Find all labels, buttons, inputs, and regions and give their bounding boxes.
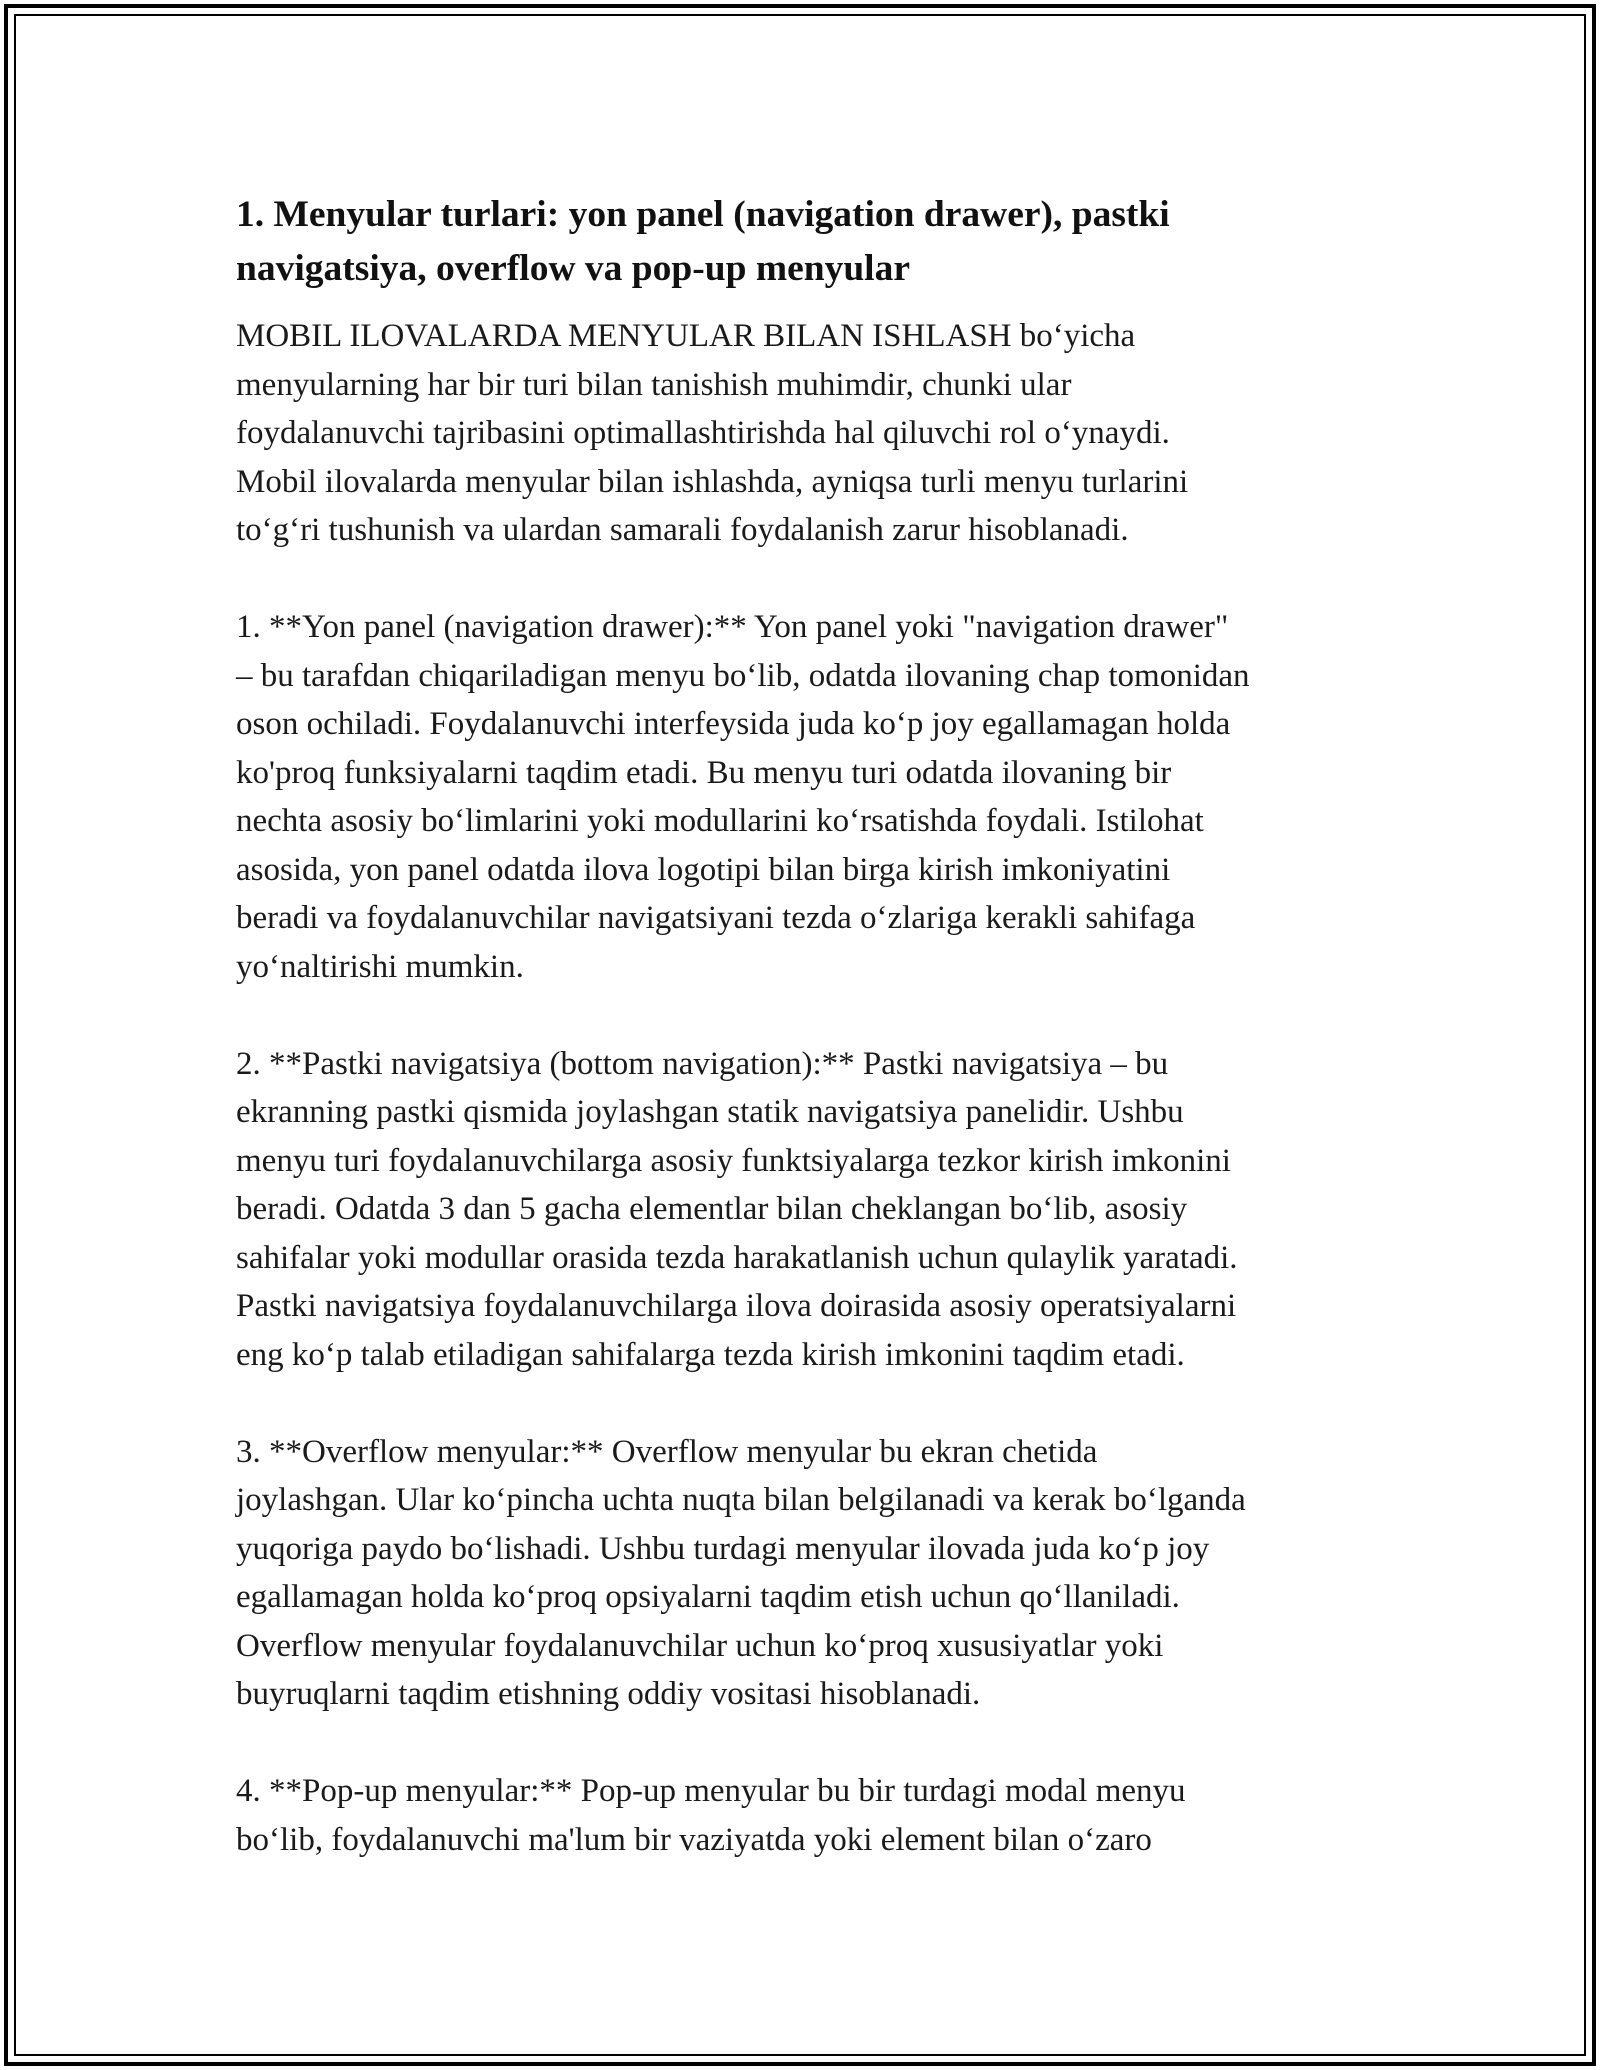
- text-line: eng ko‘p talab etiladigan sahifalarga tezda kirish imkonini taqdim etadi.: [236, 1336, 1185, 1373]
- text-line: nechta asosiy bo‘limlarini yoki modullarini ko‘rsatishda foydali. Istilohat: [236, 803, 1204, 839]
- text-line: 1. **Yon panel (navigation drawer):** Yon panel yoki "navigation drawer": [236, 609, 1229, 645]
- text-line: oson ochiladi. Foydalanuvchi interfeysida juda ko‘p joy egallamagan holda: [236, 706, 1231, 742]
- popup-menu-paragraph: [236, 1767, 1366, 1864]
- text-line: buyruqlarni taqdim etishning oddiy vositasi hisoblanadi.: [236, 1676, 981, 1712]
- text-line: 4. **Pop-up menyular:** Pop-up menyular bu bir turdagi modal menyu: [236, 1773, 1186, 1809]
- text-line: beradi va foydalanuvchilar navigatsiyani tezda o‘zlariga kerakli sahifaga: [236, 900, 1196, 936]
- text-line: ekranning pastki qismida joylashgan statik navigatsiya panelidir. Ushbu: [236, 1094, 1184, 1130]
- document-heading: [236, 188, 1366, 296]
- overflow-menu-paragraph: [236, 1428, 1366, 1719]
- text-line: sahifalar yoki modullar orasida tezda harakatlanish uchun qulaylik yaratadi.: [236, 1239, 1238, 1276]
- heading-line: 1. Menyular turlari: yon panel (navigation drawer), pastki: [236, 194, 1170, 235]
- text-line: bo‘lib, foydalanuvchi ma'lum bir vaziyatda yoki element bilan o‘zaro: [236, 1821, 1152, 1858]
- text-line: 2. **Pastki navigatsiya (bottom navigation):** Pastki navigatsiya – bu: [236, 1045, 1169, 1082]
- text-line: MOBIL ILOVALARDA MENYULAR BILAN ISHLASH bo‘yicha: [236, 318, 1136, 354]
- heading-line: navigatsiya, overflow va pop-up menyular: [236, 248, 910, 289]
- text-line: joylashgan. Ular ko‘pincha uchta nuqta bilan belgilanadi va kerak bo‘lganda: [236, 1482, 1246, 1518]
- text-line: yuqoriga paydo bo‘lishadi. Ushbu turdagi menyular ilovada juda ko‘p joy: [236, 1530, 1210, 1567]
- bottom-navigation-paragraph: [236, 1040, 1366, 1380]
- text-line: menyu turi foydalanuvchilarga asosiy funktsiyalarga tezkor kirish imkonini: [236, 1142, 1231, 1179]
- navigation-drawer-paragraph: [236, 603, 1366, 991]
- text-line: Pastki navigatsiya foydalanuvchilarga ilova doirasida asosiy operatsiyalarni: [236, 1288, 1237, 1324]
- text-line: ko'proq funksiyalarni taqdim etadi. Bu menyu turi odatda ilovaning bir: [236, 754, 1172, 791]
- intro-paragraph: [236, 312, 1366, 555]
- text-line: Mobil ilovalarda menyular bilan ishlashda, ayniqsa turli menyu turlarini: [236, 463, 1189, 500]
- text-line: yo‘naltirishi mumkin.: [236, 948, 524, 985]
- text-line: – bu tarafdan chiqariladigan menyu bo‘lib, odatda ilovaning chap tomonidan: [236, 657, 1250, 694]
- text-line: menyularning har bir turi bilan tanishish muhimdir, chunki ular: [236, 366, 1072, 403]
- text-line: egallamagan holda ko‘proq opsiyalarni taqdim etish uchun qo‘llaniladi.: [236, 1579, 1180, 1615]
- text-line: asosida, yon panel odatda ilova logotipi bilan birga kirish imkoniyatini: [236, 851, 1171, 888]
- text-line: foydalanuvchi tajribasini optimallashtirishda hal qiluvchi rol o‘ynaydi.: [236, 415, 1170, 451]
- text-line: beradi. Odatda 3 dan 5 gacha elementlar bilan cheklangan bo‘lib, asosiy: [236, 1191, 1188, 1227]
- text-line: 3. **Overflow menyular:** Overflow menyular bu ekran chetida: [236, 1433, 1098, 1470]
- text-line: Overflow menyular foydalanuvchilar uchun ko‘proq xususiyatlar yoki: [236, 1627, 1164, 1664]
- document-body: [236, 188, 1366, 1913]
- text-line: to‘g‘ri tushunish va ulardan samarali foydalanish zarur hisoblanadi.: [236, 512, 1129, 548]
